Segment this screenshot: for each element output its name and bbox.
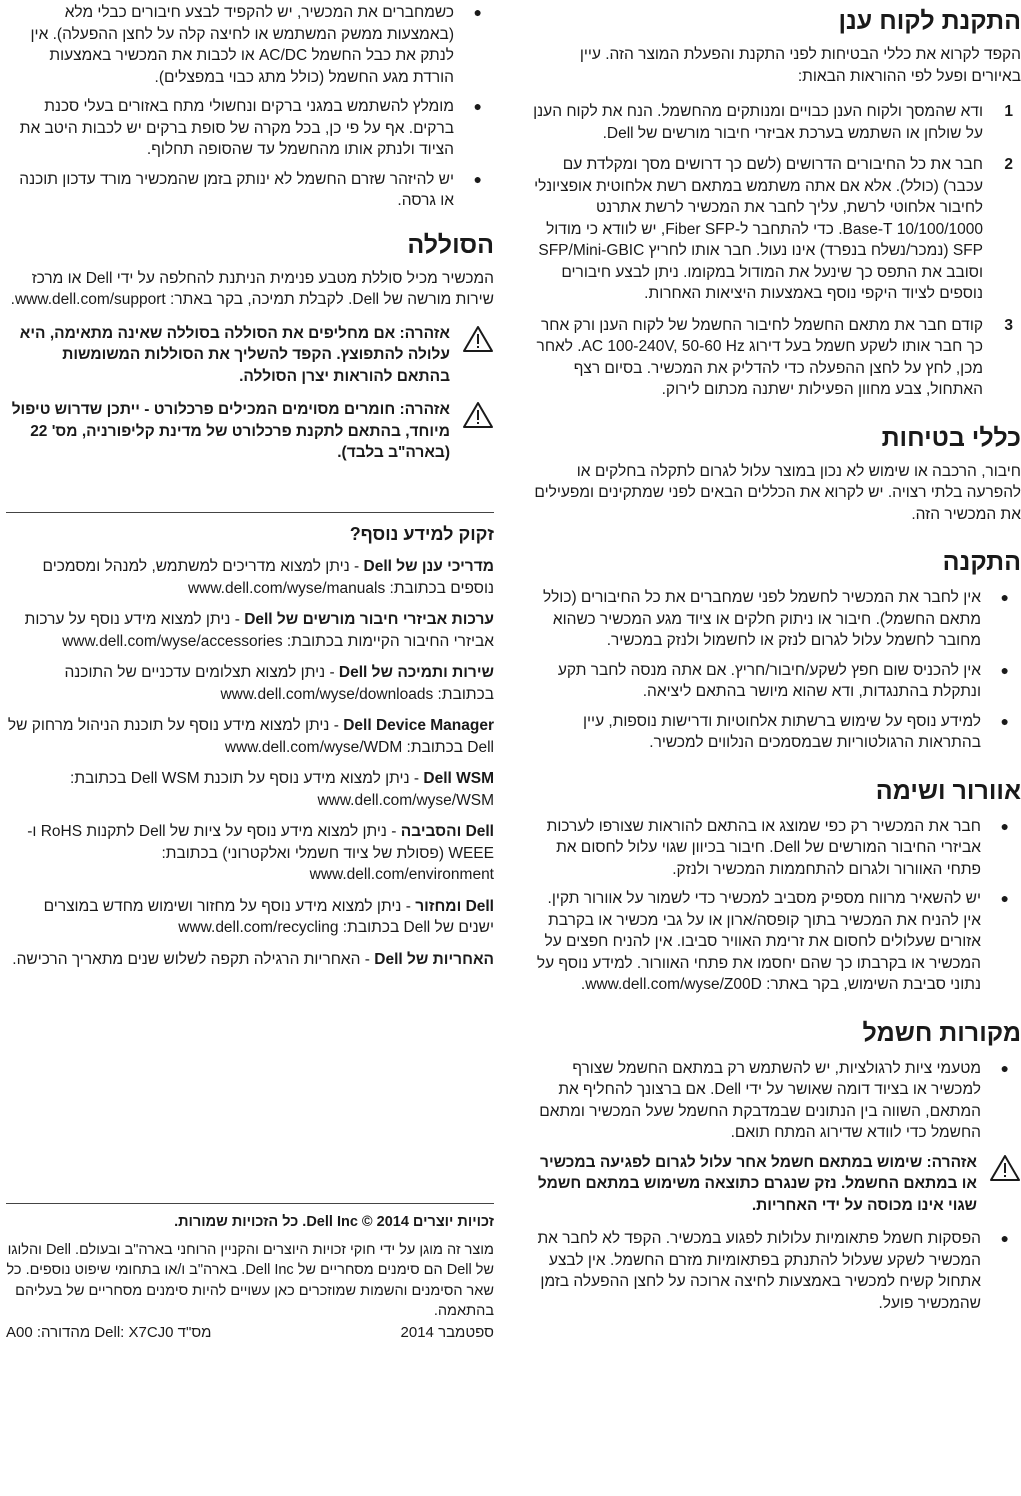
batteries-text: המכשיר מכיל סוללת מטבע פנימית הניתנת להחלפה על ידי Dell או מרכז שירות מורשה של Dell. לקבלת תמיכה, בקר באתר: www.dell.com/support. (10, 269, 494, 308)
part-number: מס"ד Dell: X7CJ0 מהדורה: A00 (6, 1324, 212, 1341)
resource-link[interactable]: www.dell.com/recycling (178, 919, 339, 936)
resource-label: שירות ותמיכה של Dell (338, 664, 494, 681)
resources-section (6, 522, 494, 970)
perchlorate-warning (6, 399, 494, 464)
bullet-icon: ● (473, 98, 482, 114)
bullet-icon: ● (1000, 1059, 1009, 1076)
list-item (531, 888, 1021, 996)
resource-link[interactable]: www.dell.com/wyse/WDM (224, 738, 403, 756)
power-extra-list (531, 1228, 1021, 1314)
safety-text: חיבור, הרכבה או שימוש לא נכון במוצר עלול לגרום לתקלה בחלקים או להפרעה בלתי רצויה. יש לקרוא את הכללים הבאים לפני שמתקינים ומפעילים את המכשיר הזה. (534, 462, 1021, 523)
resource-label: האחריות של Dell (374, 950, 494, 968)
bullet-icon: ● (1000, 589, 1009, 605)
power-list (531, 1058, 1021, 1144)
warning-text: אזהרה: חומרים מסוימים המכילים פרכלורט - ייתכן שדרוש טיפול מיוחד, בהתאם לתקנת פרכלורט של מדינת קליפורניה, מס' 22 (בארה"ב בלבד). (11, 401, 450, 461)
resource-label: Dell Device Manager (343, 717, 494, 734)
list-item-text: יש להיזהר שזרם החשמל לא ינותק בזמן שהמכשיר מורד עדכון תוכנה או גרסה. (19, 170, 454, 209)
step-item (531, 315, 1021, 401)
installation-title: התקנת לקוח ענן (838, 7, 1021, 35)
resource-link[interactable]: www.dell.com/wyse/accessories (62, 632, 283, 650)
warning-icon (462, 325, 494, 353)
resource-link[interactable]: www.dell.com/environment (309, 866, 494, 883)
resource-label: ערכות אביזרי חיבור מורשים של Dell (244, 611, 494, 628)
installation-intro: הקפד לקרוא את כללי הבטיחות לפני התקנת והפעלת המוצר הזה. עיין באיורים ופעל לפי ההוראות הבאות: (579, 46, 1021, 85)
list-item (6, 662, 494, 705)
list-item (6, 715, 494, 758)
list-item (531, 660, 1021, 703)
resource-text: - ניתן למצוא מידע נוסף על ציות של Dell לתקנות RoHS ו-WEEE (פסולת של ציוד חשמלי ואלקטרוני) בכתובת: (27, 823, 494, 862)
step-text: קודם חבר את מתאם החשמל לחיבור החשמל של לקוח הענן ורק אחר כך חבר אותו לשקע חשמל בעל דירוג AC 100-240V, 50-60 Hz. לאחר מכן, לחץ על לחצן ההפעלה כדי להדליק את המכשיר. בסיום רצף האתחול, צבע מחוון הפעילות ישתנה מכתום לירוק. (536, 316, 983, 398)
step-text: ודא שהמסך ולקוח הענן כבויים ומנותקים מהחשמל. הנח את לקוח הענן על שולחן או השתמש בערכת אביזרי חיבור מורשים של Dell. (533, 103, 983, 142)
resources-list (6, 556, 494, 970)
list-item-text: אין להכניס שום חפץ לשקע/חיבור/חריץ. אם אתה מנסה לחבר תקע ונתקלת בהתנגדות, ודא שהוא מיושר בהתאם ליציאה. (557, 661, 981, 700)
warning-icon (989, 1154, 1021, 1182)
list-item (531, 816, 1021, 881)
list-item-text: מטעמי ציות לרגולציות, יש להשתמש רק במתאם החשמל שצורף למכשיר או בציוד דומה שאושר על ידי Dell. אם ברצונך להחליף את המתאם, השווה בין הנתונים שבמדבקת החשמל שעל המכשיר ומתאם החשמל כדי לוודא שדירוג המתח תואם. (539, 1059, 981, 1141)
step-number: 3 (1004, 316, 1013, 334)
list-item (6, 768, 494, 811)
resource-text: - ניתן למצוא מידע נוסף על מחזור ושימוש מחדש במוצרים ישנים של Dell בכתובת: (43, 897, 494, 936)
list-item (531, 1058, 1021, 1144)
warning-text: אזהרה: אם מחליפים את הסוללה בסוללה שאינה מתאימה, היא עלולה להתפוצץ. הקפד להשליך את הסוללות המשומשות בהתאם להוראות יצרן הסוללה. (19, 324, 450, 385)
safety-title: כללי בטיחות (881, 423, 1021, 452)
step-item (531, 101, 1021, 144)
step-number: 2 (1004, 156, 1013, 173)
list-item-text: אין לחבר את המכשיר לחשמל לפני שמחברים את כל החיבורים (כולל מתאם החשמל). חיבור או ניתוק חלקים או ציוד מגע המכשיר כשהוא מחובר לחשמל עלול לגרום לנזק או לחשמול ולנזק במכשיר. (543, 589, 981, 649)
resource-text: - ניתן למצוא מידע נוסף על תוכנת Dell WSM בכתובת: (70, 770, 424, 787)
step-number: 1 (1004, 103, 1013, 120)
resource-label: מדריכי ענן של Dell (363, 558, 494, 575)
list-item (6, 556, 494, 599)
list-item (6, 2, 494, 88)
list-item-text: כשמחברים את המכשיר, יש להקפיד לבצע חיבורים כבלי מלא (באמצעות ממשק המשתמש או לחיצה קלה על לחצן ההפעלה). אין לנתק את כבל החשמל AC/DC או לכבות את המכשיר באמצעות הורדת מגע החשמל (כולל מתג כבוי במפצלים). (30, 4, 454, 86)
list-item-text: חבר את המכשיר רק כפי שמוצג או בהתאם להוראות שצורפו לערכות אביזרי החיבור המורשים של Dell. חיבור בכיוון שגוי עלול לחסום את פתחי האוורור ולגרום להתחממות המכשיר ולנזק. (546, 817, 981, 878)
copyright-title: זכויות יוצרים Dell Inc © 2014. כל הזכויות שמורות. (174, 1214, 494, 1230)
battery-warning (6, 323, 494, 388)
copyright-text: מוצר זה מוגן על ידי חוקי זכויות היוצרים והקניין הרוחני בארה"ב ובעולם. Dell והלוגו של Dell הם סימנים מסחריים של Dell Inc. בארה"ב ו/או בתחומי שיפוט נוספים. כל שאר הסימנים והשמות שמוזכרים כאן עשויים להיות סימנים מסחריים של בעליהם בהתאמה. (6, 1241, 494, 1319)
warning-text: אזהרה: שימוש במתאם חשמל אחר עלול לגרום לפגיעה במכשיר או במתאם החשמל. נזק שנגרם כתוצאה משימוש במתאם חשמל שגוי אינו מכוסה על ידי האחריות. (537, 1153, 977, 1214)
publication-date: ספטמבר 2014 (400, 1324, 494, 1341)
resource-text: - האחריות הרגילה תקפה לשלוש שנים מתאריך הרכישה. (12, 950, 375, 968)
list-item (6, 896, 494, 939)
footer-divider (6, 1203, 494, 1204)
resource-label: Dell ומחזור (415, 897, 494, 915)
list-item-text: למידע נוסף על שימוש ברשתות אלחוטיות ודרישות נוספות, עיין בהתראות הרגולטוריות שבמסמכים הנלווים למכשיר. (582, 712, 981, 751)
resource-label: Dell WSM (423, 770, 494, 787)
list-item (531, 587, 1021, 652)
list-item (6, 949, 494, 971)
list-item-text: יש להשאיר מרווח מספיק מסביב למכשיר כדי לשמור על אוורור תקין. אין להניח את המכשיר בתוך קופסה/ארון או על גבי מכשיר או בקרבת אזורים שעלולים לחסום את זרימת האוויר סביבו. אין להניח חפצים על המכשיר או בקרבתו כך שהם יחסמו את פתחי האוורור. למידע נוסף על נתוני סביבת השימוש, בקר באתר: www.dell.com/wyse/Z00D. (536, 890, 981, 993)
list-item-text: מומלץ להשתמש במגני ברקים ונחשולי מתח באזורים בעלי סכנת ברקים. אף על פי כן, בכל מקרה של סופת ברקים יש לכבות היטב את הציוד ולנתק אותו מהחשמל עד שהסופה תחלוף. (19, 98, 454, 158)
resource-link[interactable]: www.dell.com/wyse/downloads (220, 685, 434, 703)
batteries-title: הסוללה (407, 230, 494, 259)
resource-link[interactable]: www.dell.com/wyse/WSM (317, 791, 494, 809)
warning-icon (462, 401, 494, 429)
right-column (531, 0, 1021, 1314)
setup-list (531, 587, 1021, 754)
resource-text: - ניתן למצוא מידע נוסף על תוכנת הניהול מרחוק של Dell בכתובת: (7, 717, 494, 756)
bullet-icon: ● (1000, 817, 1009, 834)
ventilation-list (531, 816, 1021, 996)
bullet-icon: ● (1000, 890, 1009, 906)
power-title: מקורות חשמל (862, 1018, 1021, 1047)
list-item (531, 711, 1021, 754)
step-item (531, 154, 1021, 305)
resources-title: זקוק למידע נוסף? (349, 524, 494, 544)
bullet-icon: ● (473, 4, 482, 20)
list-item (531, 1228, 1021, 1314)
footer-meta (6, 1322, 494, 1344)
power-warning (531, 1152, 1021, 1217)
installation-steps (531, 101, 1021, 401)
bullet-icon: ● (1000, 661, 1009, 678)
bullet-icon: ● (473, 170, 482, 187)
left-column (6, 0, 494, 464)
continued-bullets (6, 2, 494, 212)
resource-text: - ניתן למצוא מדריכים למשתמש, למנהל ומסמכים נוספים בכתובת: (42, 558, 494, 597)
list-item-text: הפסקות חשמל פתאומיות עלולות לפגוע במכשיר. הקפד לא לחבר את המכשיר לשקע שעלול להתנתק בפתאומיות מזרם החשמל. אין לבצע אתחול קשיח למכשיר באמצעות לחיצה ארוכה על לחצן ההפעלה בזמן שהמכשיר פועל. (537, 1230, 981, 1312)
list-item (6, 609, 494, 652)
resource-text: - ניתן למצוא תצלומים עדכניים של התוכנה בכתובת: (64, 664, 494, 703)
list-item (6, 821, 494, 886)
resource-link[interactable]: www.dell.com/wyse/manuals (187, 579, 386, 597)
resource-text: - ניתן למצוא מידע נוסף על ערכות אביזרי החיבור הקיימות בכתובת: (24, 611, 494, 650)
ventilation-title: אוורור ושימה (875, 776, 1021, 805)
bullet-icon: ● (1000, 1230, 1009, 1246)
setup-title: התקנה (942, 548, 1021, 576)
resource-label: Dell והסביבה (400, 823, 494, 840)
list-item (6, 169, 494, 212)
section-divider (6, 512, 494, 513)
step-text: חבר את כל החיבורים הדרושים (לשם כך דרושים מסך ומקלדת עם עכבר) (כולל). אלא אם אתה משתמש במתאם רשת אלחוטית אופציונלי לחיבור אלחוטי לרשת, עליך לחבר את המכשיר לרשת אתרנט 10/100/1000 Base-T. כדי להתחבר ל-Fiber SFP, יש לוודא כי מודול SFP (נמכר/נשלח בנפרד) אינו נעול. חבר אותו לחריץ SFP/Mini-GBIC וסובב את התפס כך שינעל את המודול במקומו. ניתן לבצע חיבורים נוספים לציוד היקפי נוסף באמצעות היציאות האחרות. (534, 156, 983, 302)
copyright-section (6, 1212, 494, 1322)
bullet-icon: ● (1000, 712, 1009, 729)
list-item (6, 96, 494, 161)
